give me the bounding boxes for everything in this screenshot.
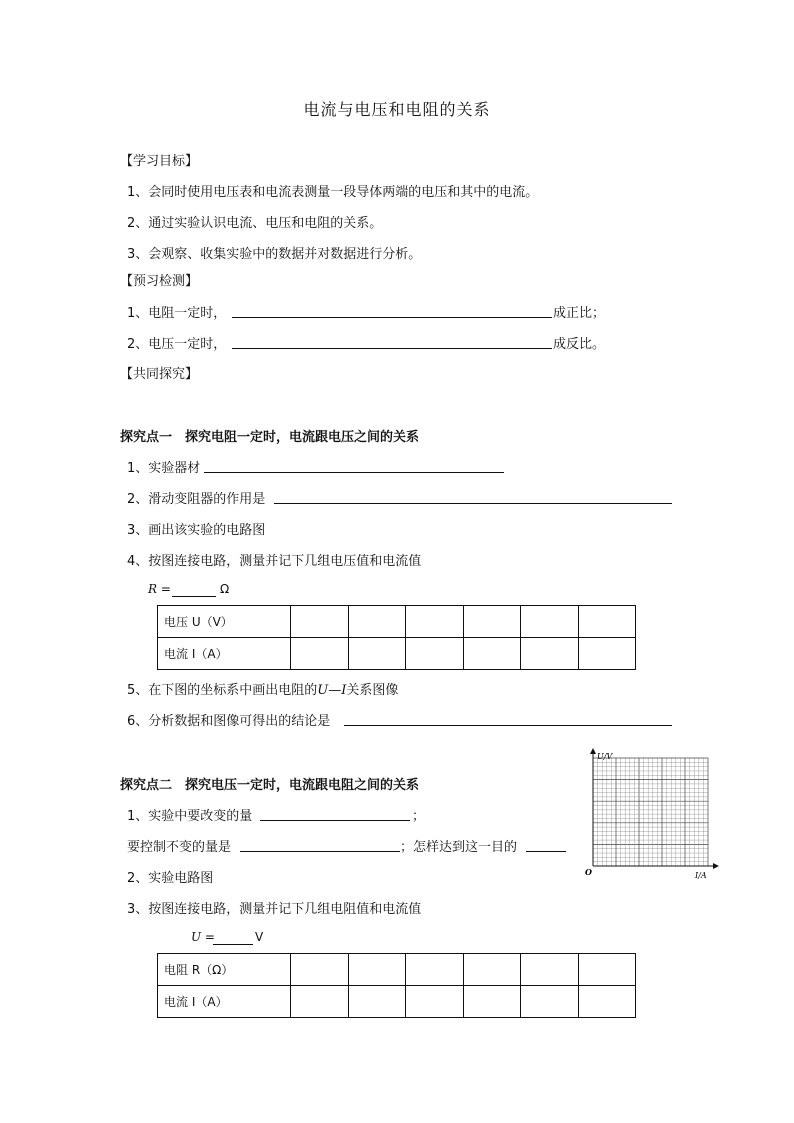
part1-step1: 1、实验器材 <box>127 461 201 476</box>
table-cell[interactable] <box>463 986 521 1018</box>
objective-item: 1、会同时使用电压表和电流表测量一段导体两端的电压和其中的电流。 <box>127 185 539 200</box>
part2-step2: 2、实验电路图 <box>127 871 214 886</box>
r-unit: Ω <box>220 582 230 596</box>
r-value-blank[interactable] <box>172 596 216 597</box>
table-cell[interactable] <box>463 954 521 986</box>
x-axis-arrow <box>713 863 719 869</box>
table-cell[interactable] <box>578 986 636 1018</box>
table-cell[interactable] <box>291 638 349 670</box>
table-cell[interactable] <box>348 606 406 638</box>
voltage-header-cell: 电压 U（V） <box>158 606 291 638</box>
table-cell[interactable] <box>348 954 406 986</box>
objectives-heading: 【学习目标】 <box>120 154 199 169</box>
part1-step2: 2、滑动变阻器的作用是 <box>127 492 266 507</box>
table-cell[interactable] <box>406 986 464 1018</box>
voltage-current-table <box>157 605 636 670</box>
part1-step6: 6、分析数据和图像可得出的结论是 <box>127 714 331 729</box>
table-row <box>158 638 636 670</box>
table-cell[interactable] <box>521 954 579 986</box>
part2-method-blank[interactable] <box>526 851 566 852</box>
table-cell[interactable] <box>521 986 579 1018</box>
part1-step2-blank[interactable] <box>274 503 672 504</box>
table-row <box>158 986 636 1018</box>
part1-step4: 4、按图连接电路，测量并记下几组电压值和电流值 <box>127 554 422 569</box>
table-cell[interactable] <box>406 606 464 638</box>
table-cell[interactable] <box>348 638 406 670</box>
table-cell[interactable] <box>578 638 636 670</box>
preview-q1-blank[interactable] <box>232 317 552 318</box>
u-value-blank[interactable] <box>213 944 253 945</box>
table-cell[interactable] <box>348 986 406 1018</box>
table-cell[interactable] <box>521 638 579 670</box>
resistance-header-cell: 电阻 R（Ω） <box>158 954 291 986</box>
part1-heading: 探究点一 探究电阻一定时，电流跟电压之间的关系 <box>120 430 420 445</box>
origin-label: O <box>585 867 592 877</box>
part2-method-label: ；怎样达到这一目的 <box>400 840 518 855</box>
part2-step1-blank[interactable] <box>260 820 410 821</box>
preview-heading: 【预习检测】 <box>120 274 199 289</box>
table-row <box>158 954 636 986</box>
y-axis-label: U/V <box>597 752 613 761</box>
part1-step6-blank[interactable] <box>344 725 672 726</box>
part2-control-label: 要控制不变的量是 <box>127 840 232 855</box>
part2-step1-end: ； <box>412 809 426 824</box>
table-cell[interactable] <box>291 954 349 986</box>
table-cell[interactable] <box>521 606 579 638</box>
u-i-graph <box>585 748 725 888</box>
table-cell[interactable] <box>578 954 636 986</box>
preview-q1-prefix: 1、电阻一定时， <box>127 306 227 321</box>
preview-q2-prefix: 2、电压一定时， <box>127 337 227 352</box>
page-title: 电流与电压和电阻的关系 <box>303 100 491 119</box>
part1-step1-blank[interactable] <box>204 472 504 473</box>
table-cell[interactable] <box>463 638 521 670</box>
part2-step1: 1、实验中要改变的量 <box>127 809 253 824</box>
part1-step3: 3、画出该实验的电路图 <box>127 523 266 538</box>
preview-q2-suffix: 成反比。 <box>553 337 606 352</box>
u-unit: V <box>255 930 264 944</box>
graph-grid <box>593 758 708 866</box>
objective-item: 3、会观察、收集实验中的数据并对数据进行分析。 <box>127 247 422 262</box>
x-axis-label: I/A <box>695 871 707 880</box>
part1-step5-text: 5、在下图的坐标系中画出电阻的 <box>127 683 318 698</box>
table-cell[interactable] <box>406 638 464 670</box>
objective-item: 2、通过实验认识电流、电压和电阻的关系。 <box>127 216 383 231</box>
explore-heading: 【共同探究】 <box>120 367 199 382</box>
r-label: R = <box>148 582 171 596</box>
part1-step5-var: U—I <box>317 683 347 698</box>
table-cell[interactable] <box>291 606 349 638</box>
part1-step5-text-end: 关系图像 <box>346 683 399 698</box>
table-cell[interactable] <box>406 954 464 986</box>
table-cell[interactable] <box>578 606 636 638</box>
table-cell[interactable] <box>291 986 349 1018</box>
current-header-cell: 电流 I（A） <box>158 986 291 1018</box>
table-row <box>158 606 636 638</box>
u-label: U = <box>191 930 215 944</box>
resistance-current-table <box>157 953 636 1018</box>
preview-q1-suffix: 成正比； <box>553 306 606 321</box>
y-axis-arrow <box>590 748 596 754</box>
part1-step5 <box>127 679 398 698</box>
part2-control-blank[interactable] <box>240 851 400 852</box>
part2-heading: 探究点二 探究电压一定时，电流跟电阻之间的关系 <box>120 778 420 793</box>
preview-q2-blank[interactable] <box>232 348 552 349</box>
current-header-cell: 电流 I（A） <box>158 638 291 670</box>
table-cell[interactable] <box>463 606 521 638</box>
part2-step3: 3、按图连接电路，测量并记下几组电阻值和电流值 <box>127 902 422 917</box>
